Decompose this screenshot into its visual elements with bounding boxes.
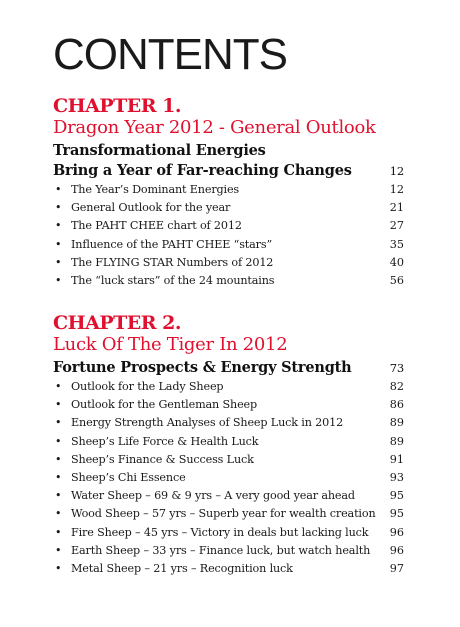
chapter-heading-line-2: Bring a Year of Far-reaching Changes <box>53 162 352 179</box>
toc-item-page: 96 <box>389 543 404 557</box>
chapter-heading-line-1: Fortune Prospects & Energy Strength <box>53 359 352 376</box>
toc-item-label: Outlook for the Gentleman Sheep <box>71 398 258 412</box>
toc-item[interactable] <box>53 562 404 580</box>
toc-item-label: Sheep’s Life Force & Health Luck <box>71 434 259 448</box>
bullet-icon: • <box>55 507 62 521</box>
toc-item[interactable] <box>53 219 404 237</box>
bullet-icon: • <box>55 470 62 484</box>
page-title: CONTENTS <box>53 30 287 79</box>
bullet-icon: • <box>55 434 62 448</box>
chapter-number: CHAPTER 1. <box>53 95 181 117</box>
toc-item-label: Energy Strength Analyses of Sheep Luck in 2012 <box>71 416 344 430</box>
toc-item-label: Sheep’s Finance & Success Luck <box>71 452 254 466</box>
toc-item-page: 96 <box>389 525 404 539</box>
bullet-icon: • <box>55 380 62 393</box>
toc-item-page: 89 <box>389 416 404 430</box>
chapter-heading-page: 73 <box>389 361 404 375</box>
toc-item-page: 82 <box>389 380 404 393</box>
toc-list <box>53 183 404 292</box>
toc-item-label: Water Sheep – 69 & 9 yrs – A very good year ahead <box>71 489 355 503</box>
toc-item-page: 56 <box>389 273 404 287</box>
toc-item[interactable] <box>53 471 404 489</box>
chapter-heading-page: 12 <box>389 164 404 178</box>
toc-item-page: 40 <box>389 255 404 269</box>
toc-item[interactable] <box>53 453 404 471</box>
toc-item-page: 95 <box>389 489 404 503</box>
bullet-icon: • <box>55 489 62 503</box>
bullet-icon: • <box>55 525 62 539</box>
toc-item-page: 97 <box>389 561 404 575</box>
toc-item[interactable] <box>53 380 404 398</box>
bullet-icon: • <box>55 452 62 466</box>
toc-item-label: Earth Sheep – 33 yrs – Finance luck, but watch health <box>71 543 371 557</box>
toc-item-label: The FLYING STAR Numbers of 2012 <box>71 255 274 269</box>
toc-item-page: 91 <box>389 452 404 466</box>
toc-item[interactable] <box>53 201 404 219</box>
toc-item-page: 89 <box>389 434 404 448</box>
chapter-heading-line-1: Transformational Energies <box>53 142 266 159</box>
toc-item-page: 27 <box>389 219 404 233</box>
toc-item-page: 35 <box>389 237 404 251</box>
toc-item[interactable] <box>53 489 404 507</box>
toc-item[interactable] <box>53 507 404 525</box>
bullet-icon: • <box>55 237 62 251</box>
toc-item[interactable] <box>53 526 404 544</box>
bullet-icon: • <box>55 201 62 215</box>
toc-item[interactable] <box>53 256 404 274</box>
toc-item-label: Sheep’s Chi Essence <box>71 470 186 484</box>
toc-item[interactable] <box>53 238 404 256</box>
bullet-icon: • <box>55 219 62 233</box>
chapter-subtitle: Dragon Year 2012 - General Outlook <box>53 117 376 138</box>
chapter-heading <box>53 358 404 378</box>
toc-item[interactable] <box>53 416 404 434</box>
bullet-icon: • <box>55 273 62 287</box>
toc-item-label: The Year’s Dominant Energies <box>71 183 240 196</box>
toc-item-label: Outlook for the Lady Sheep <box>71 380 224 393</box>
toc-item-label: Metal Sheep – 21 yrs – Recognition luck <box>71 561 293 575</box>
toc-item-label: Influence of the PAHT CHEE “stars” <box>71 237 273 251</box>
toc-item-label: The “luck stars” of the 24 mountains <box>71 273 275 287</box>
chapter-subtitle: Luck Of The Tiger In 2012 <box>53 334 288 355</box>
chapter-2 <box>53 312 404 580</box>
bullet-icon: • <box>55 183 62 196</box>
bullet-icon: • <box>55 561 62 575</box>
bullet-icon: • <box>55 543 62 557</box>
toc-list <box>53 380 404 580</box>
chapter-number: CHAPTER 2. <box>53 312 181 334</box>
toc-item-label: The PAHT CHEE chart of 2012 <box>71 219 242 233</box>
chapter-heading-row <box>53 358 404 378</box>
toc-item[interactable] <box>53 435 404 453</box>
toc-item-page: 86 <box>389 398 404 412</box>
chapter-heading-row <box>53 161 404 181</box>
bullet-icon: • <box>55 255 62 269</box>
toc-item-label: Fire Sheep – 45 yrs – Victory in deals but lacking luck <box>71 525 369 539</box>
toc-item[interactable] <box>53 544 404 562</box>
toc-item-page: 93 <box>389 470 404 484</box>
toc-item-label: Wood Sheep – 57 yrs – Superb year for wealth creation <box>71 507 376 521</box>
chapter-heading <box>53 141 404 181</box>
toc-item[interactable] <box>53 274 404 292</box>
toc-item[interactable] <box>53 183 404 201</box>
toc-item[interactable] <box>53 398 404 416</box>
bullet-icon: • <box>55 416 62 430</box>
bullet-icon: • <box>55 398 62 412</box>
toc-item-label: General Outlook for the year <box>71 201 231 215</box>
toc-item-page: 12 <box>389 183 404 196</box>
toc-item-page: 95 <box>389 507 404 521</box>
chapter-1 <box>53 95 404 292</box>
toc-item-page: 21 <box>389 201 404 215</box>
